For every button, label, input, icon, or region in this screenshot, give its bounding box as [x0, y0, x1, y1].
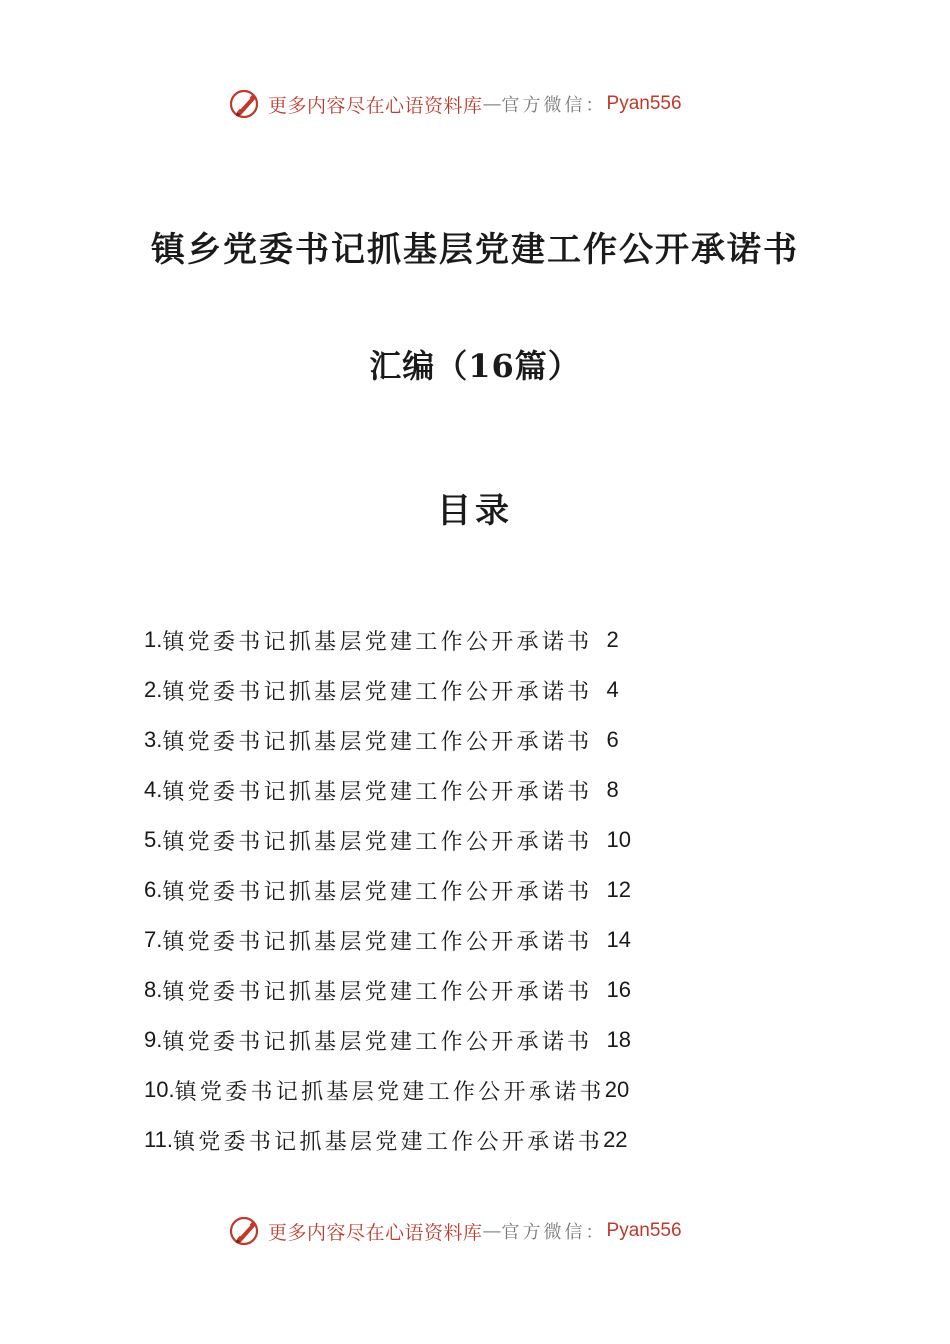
watermark-label: 官方微信：	[501, 95, 607, 116]
toc-item[interactable]	[144, 665, 664, 715]
toc-item-text: 镇党委书记抓基层党建工作公开承诺书	[174, 1079, 605, 1105]
toc-item-page: 2	[606, 627, 619, 652]
toc-item-page: 20	[604, 1077, 630, 1102]
toc-item-number: 1.	[144, 627, 163, 652]
toc-item-number: 3.	[144, 727, 163, 752]
toc-item-page: 16	[606, 977, 631, 1002]
header-watermark	[228, 84, 682, 124]
toc-item-text: 镇党委书记抓基层党建工作公开承诺书	[162, 979, 593, 1005]
watermark-wechat-id: Pyan556	[606, 93, 682, 114]
watermark-text: 更多内容尽在心语资料库	[268, 1221, 483, 1244]
toc-item-page: 8	[606, 777, 619, 802]
toc-item-page: 14	[606, 927, 631, 952]
toc-item-number: 6.	[144, 877, 163, 902]
toc-item-number: 2.	[144, 677, 163, 702]
pen-logo-icon	[228, 87, 262, 121]
watermark-label: 官方微信：	[501, 1222, 607, 1243]
document-subtitle: 汇编（16篇）	[369, 347, 581, 385]
toc-item-number: 5.	[144, 827, 163, 852]
table-of-contents	[144, 615, 664, 1165]
toc-item-page: 4	[606, 677, 619, 702]
toc-item-page: 18	[606, 1027, 631, 1052]
toc-item[interactable]	[144, 615, 664, 665]
toc-item-text: 镇党委书记抓基层党建工作公开承诺书	[162, 929, 593, 955]
watermark-dash: —	[482, 1220, 502, 1242]
toc-item-page: 10	[606, 827, 631, 852]
toc-item-number: 11.	[144, 1127, 173, 1152]
toc-item-page: 12	[606, 877, 631, 902]
document-title: 镇乡党委书记抓基层党建工作公开承诺书	[151, 230, 799, 270]
toc-item[interactable]	[144, 1065, 664, 1115]
toc-item[interactable]	[144, 765, 664, 815]
toc-heading: 目录	[437, 491, 513, 531]
watermark-text: 更多内容尽在心语资料库	[268, 94, 483, 117]
toc-item[interactable]	[144, 815, 664, 865]
pen-logo-icon	[228, 1214, 262, 1248]
toc-item[interactable]	[144, 965, 664, 1015]
toc-item[interactable]	[144, 915, 664, 965]
toc-item[interactable]	[144, 1115, 664, 1165]
toc-item-number: 8.	[144, 977, 163, 1002]
toc-item[interactable]	[144, 1015, 664, 1065]
toc-item[interactable]	[144, 865, 664, 915]
watermark-wechat-id: Pyan556	[606, 1220, 682, 1241]
toc-item-text: 镇党委书记抓基层党建工作公开承诺书	[162, 1029, 593, 1055]
toc-item-text: 镇党委书记抓基层党建工作公开承诺书	[162, 879, 593, 905]
toc-item-text: 镇党委书记抓基层党建工作公开承诺书	[162, 779, 593, 805]
toc-item[interactable]	[144, 715, 664, 765]
toc-item-number: 7.	[144, 927, 163, 952]
toc-item-text: 镇党委书记抓基层党建工作公开承诺书	[162, 679, 593, 705]
toc-item-number: 10.	[144, 1077, 175, 1102]
toc-item-page: 6	[606, 727, 619, 752]
toc-item-number: 9.	[144, 1027, 163, 1052]
footer-watermark	[228, 1211, 682, 1251]
watermark-dash: —	[482, 93, 502, 115]
toc-item-number: 4.	[144, 777, 163, 802]
toc-item-text: 镇党委书记抓基层党建工作公开承诺书	[162, 629, 593, 655]
toc-item-text: 镇党委书记抓基层党建工作公开承诺书	[162, 729, 593, 755]
toc-item-text: 镇党委书记抓基层党建工作公开承诺书	[162, 829, 593, 855]
toc-item-text: 镇党委书记抓基层党建工作公开承诺书	[172, 1129, 604, 1155]
toc-item-page: 22	[603, 1127, 628, 1152]
